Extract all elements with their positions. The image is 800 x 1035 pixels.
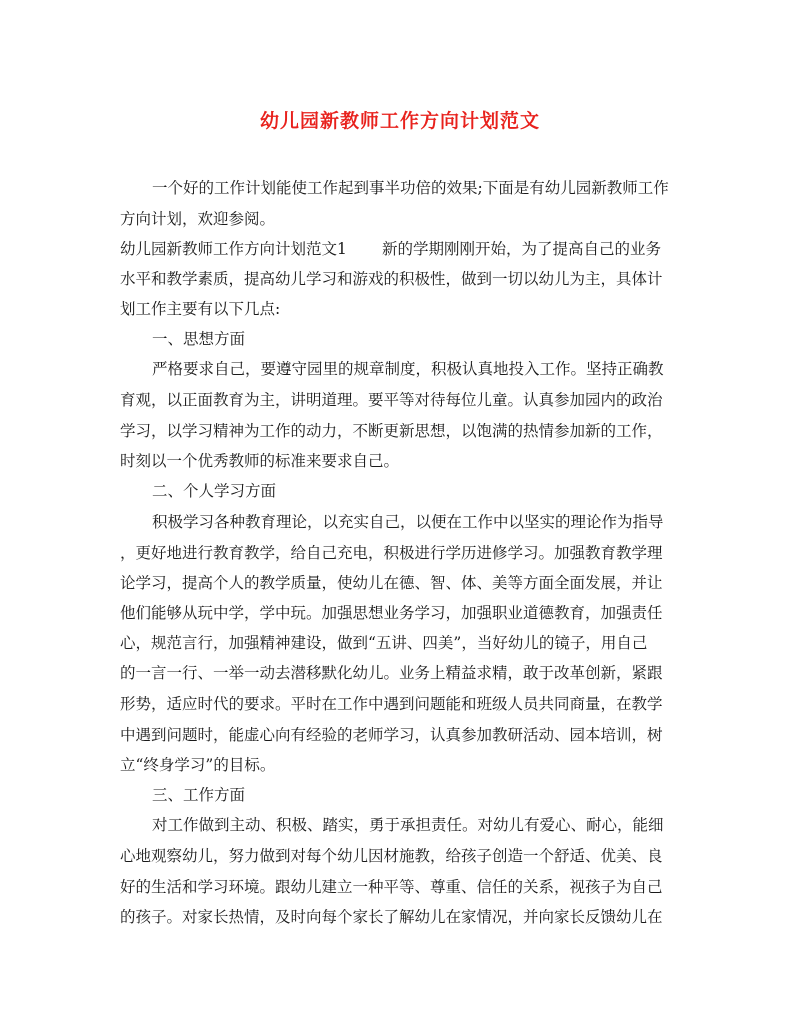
text-line-content: 新的学期刚刚开始，为了提高自己的业务 bbox=[382, 240, 662, 258]
text-line-content: 严格要求自己，要遵守园里的规章制度，积极认真地投入工作。坚持正确教 bbox=[152, 360, 664, 378]
text-line-content: 学习，以学习精神为工作的动力，不断更新思想，以饱满的热情参加新的工作， bbox=[120, 422, 663, 440]
text-line-content: 时刻以一个优秀教师的标准来要求自己。 bbox=[120, 452, 400, 470]
text-line-content: 的一言一行、一举一动去潜移默化幼儿。业务上精益求精，敢于改革创新，紧跟 bbox=[120, 664, 663, 682]
section-heading-label: 三、工作方面 bbox=[152, 786, 246, 804]
text-line-content: 心地观察幼儿，努力做到对每个幼儿因材施教，给孩子创造一个舒适、优美、良 bbox=[120, 847, 663, 865]
text-line-content: 水平和教学素质，提高幼儿学习和游戏的积极性，做到一切以幼儿为主，具体计 bbox=[120, 270, 663, 288]
text-line-content: 好的生活和学习环境。跟幼儿建立一种平等、尊重、信任的关系，视孩子为自己 bbox=[120, 878, 663, 896]
document-title: 幼儿园新教师工作方向计划范文 bbox=[259, 110, 540, 132]
text-line-content: 形势，适应时代的要求。平时在工作中遇到问题能和班级人员共同商量，在教学 bbox=[120, 695, 663, 713]
text-line-content: 中遇到问题时，能虚心向有经验的老师学习，认真参加教研活动、园本培训，树 bbox=[120, 726, 663, 744]
text-line-content: 的孩子。对家长热情，及时向每个家长了解幼儿在家情况，并向家长反馈幼儿在 bbox=[120, 908, 663, 926]
text-line-content: 对工作做到主动、积极、踏实，勇于承担责任。对幼儿有爱心、耐心，能细 bbox=[152, 816, 664, 834]
text-line-content: 积极学习各种教育理论，以充实自己，以便在工作中以坚实的理论作为指导 bbox=[152, 513, 664, 531]
section-heading-label: 一、思想方面 bbox=[152, 330, 246, 348]
text-line-content: 心，规范言行，加强精神建设，做到“五讲、四美”，当好幼儿的镜子，用自己 bbox=[120, 634, 648, 652]
text-line-content: 育观，以正面教育为主，讲明道理。要平等对待每位儿童。认真参加园内的政治 bbox=[120, 391, 663, 409]
section-heading-main: 幼儿园新教师工作方向计划范文1 bbox=[120, 240, 347, 258]
text-line-content: 立“终身学习”的目标。 bbox=[120, 756, 276, 774]
text-line-content: 方向计划，欢迎参阅。 bbox=[120, 210, 276, 228]
text-line-content: 他们能够从玩中学，学中玩。加强思想业务学习，加强职业道德教育，加强责任 bbox=[120, 604, 663, 622]
text-line-content: ，更好地进行教育教学，给自己充电，积极进行学历进修学习。加强教育教学理 bbox=[120, 544, 663, 562]
text-line-content: 论学习，提高个人的教学质量，使幼儿在德、智、体、美等方面全面发展，并让 bbox=[120, 574, 663, 592]
text-line-content: 划工作主要有以下几点: bbox=[120, 300, 281, 318]
text-line-content: 一个好的工作计划能使工作起到事半功倍的效果;下面是有幼儿园新教师工作 bbox=[152, 179, 669, 197]
section-heading-label: 二、个人学习方面 bbox=[152, 482, 277, 500]
